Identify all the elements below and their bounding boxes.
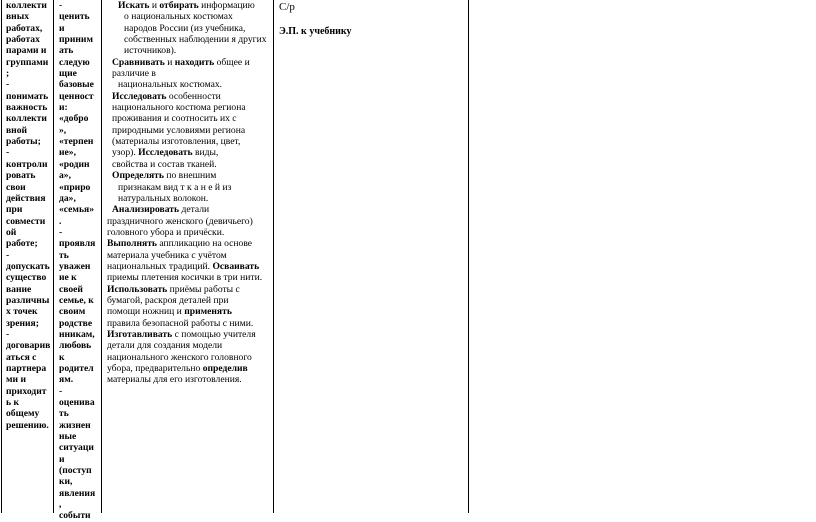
activity-text: проживания и соотносить их с (112, 113, 237, 125)
activity-text: материала учебника с учётом (107, 249, 227, 261)
activity-text: свойства и состав тканей. (112, 158, 217, 170)
activity-line (107, 295, 272, 306)
activity-text: и (149, 0, 160, 11)
column-divider-3 (273, 0, 274, 513)
activity-text: признакам вид т к а н е й из (118, 181, 232, 193)
activity-text: убора, предварительно (107, 363, 203, 374)
activity-text: о национальных костюмах (124, 11, 233, 23)
activity-verb: Анализировать (112, 204, 180, 216)
activity-verb: Осваивать (212, 260, 260, 272)
activity-text: различие в (112, 68, 156, 80)
column-divider-1 (53, 0, 54, 513)
personal-values-cell: - ценить и приним ать следую щие базовые ценност и: «добро », «терпен ие», «родин а», «приро да», «семья» . - проявля ть уважен ие к своей семье, к своим родстве нникам, любовь к родител ям. - оценива ть жизнен ные ситуаци и (поступ ки, явления , событи (59, 0, 96, 522)
activity-line (107, 261, 272, 272)
activity-line (107, 306, 272, 317)
activity-verb: Выполнять (107, 238, 157, 250)
activity-line (107, 238, 272, 249)
activity-text: детали для создания модели (107, 340, 223, 352)
activity-text: с помощью учителя (172, 328, 256, 340)
activity-line (107, 318, 272, 329)
communicative-skills-cell: коллекти вных работах, работах парами и группами ; - понимать важность коллекти вной работы; - контроли ровать свои действия при совмести ой работе; - допускать существо вание различны х точек зрения; - договарив аться с партнера ми и приходит ь к общему решению. (6, 0, 51, 431)
activity-text: собственных наблюдении я других (124, 34, 267, 46)
activity-line (107, 182, 272, 193)
activity-verb: Исследовать (138, 147, 193, 159)
activity-verb: Использовать (107, 283, 168, 295)
activity-line (107, 11, 272, 22)
activity-verb: определив (202, 363, 248, 374)
activity-text: материалы для его изготовления. (107, 374, 242, 386)
activity-text: национальных традиций. (107, 260, 213, 272)
activity-text: национальных костюмах. (118, 79, 223, 91)
activity-text: по внешним (163, 170, 217, 182)
activity-text: национального костюма региона (112, 102, 246, 114)
activity-line (107, 136, 272, 147)
activity-text: природными условиями региона (112, 124, 246, 136)
activity-line (107, 272, 272, 283)
activity-text: детали (179, 204, 210, 216)
activity-line (107, 193, 272, 204)
activity-text: натуральных волокон. (118, 192, 209, 204)
activity-text: головного убора и причёски. (107, 226, 225, 238)
activity-line (107, 284, 272, 295)
activity-line (107, 23, 272, 34)
activity-line (107, 57, 272, 68)
control-form-label: С/р (279, 1, 295, 13)
activity-text: правила безопасной работы с ними. (107, 317, 254, 329)
table-border-left (1, 0, 2, 513)
activity-line (107, 216, 272, 227)
activity-verb: Изготавливать (107, 328, 173, 340)
activity-verb: применять (184, 306, 232, 318)
activity-line (107, 159, 272, 170)
activity-text: приёмы работы с (167, 283, 240, 295)
activity-text: узор). (112, 147, 139, 159)
activity-text: приемы плетения косички в три нити. (107, 272, 263, 284)
activity-text: (материалы изготовления, цвет, (112, 136, 241, 148)
activity-text: праздничного женского (девичьего) (107, 215, 253, 227)
activity-line (107, 68, 272, 79)
table-border-right (468, 0, 469, 513)
activity-line (107, 204, 272, 215)
activity-line (107, 250, 272, 261)
column-divider-2 (101, 0, 102, 513)
activity-verb: Определять (112, 170, 164, 182)
student-activities-cell (107, 0, 272, 386)
resource-label: Э.П. к учебнику (279, 26, 352, 37)
activity-line (107, 79, 272, 90)
activity-line (107, 113, 272, 124)
activity-text: бумагой, раскроя деталей при (107, 294, 229, 306)
activity-text: помощи ножниц и (107, 306, 185, 318)
activity-text: информацию (198, 0, 255, 11)
activity-text: народов России (из учебника, (124, 22, 246, 34)
activity-text: и (164, 56, 175, 68)
activity-line (107, 147, 272, 158)
activity-line (107, 227, 272, 238)
activity-text: виды, (192, 147, 219, 159)
activity-text: национального женского головного (107, 351, 252, 363)
activity-verb: находить (174, 56, 215, 68)
activity-line (107, 125, 272, 136)
activity-text: источников). (124, 45, 177, 57)
activity-line (107, 170, 272, 181)
activity-line (107, 329, 272, 340)
activity-text: особенности (166, 90, 221, 102)
activity-verb: Исследовать (112, 90, 167, 102)
activity-line (107, 91, 272, 102)
activity-line (107, 34, 272, 45)
activity-line (107, 0, 272, 11)
activity-text: общее и (214, 56, 250, 68)
activity-line (107, 340, 272, 351)
activity-text: аппликацию на основе (156, 238, 253, 250)
activity-line (107, 102, 272, 113)
activity-line (107, 363, 272, 374)
activity-line (107, 45, 272, 56)
activity-line (107, 374, 272, 385)
activity-verb: Сравнивать (112, 56, 165, 68)
activity-verb: Искать (118, 0, 150, 11)
activity-verb: отбирать (159, 0, 199, 11)
activity-line (107, 352, 272, 363)
